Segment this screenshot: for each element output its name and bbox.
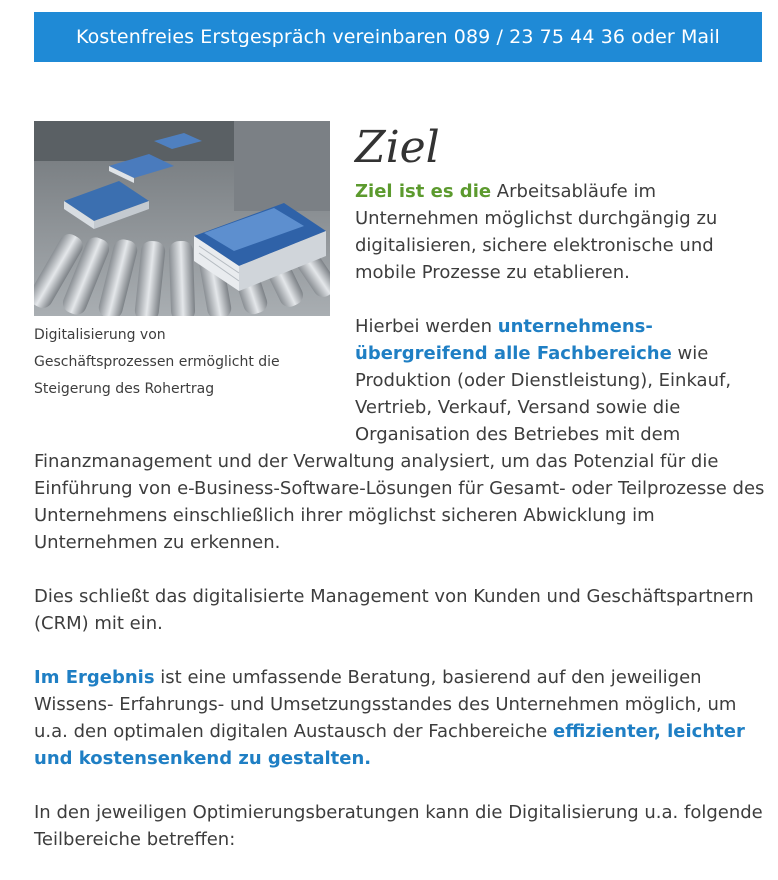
paragraph-crm: Dies schließt das digitalisierte Management von Kunden und Geschäftspartnern (CRM) mit ein. <box>34 586 754 634</box>
paragraph-areas: In den jeweiligen Optimierungsberatungen kann die Digitalisierung u.a. folgende Teilbereiche betreffen: <box>34 802 763 850</box>
article-body <box>34 178 766 880</box>
scope-highlight: unternehmens-übergreifend alle Fachbereiche <box>355 316 672 364</box>
result-highlight: effizienter, leichter und kostensenkend zu gestalten. <box>34 721 745 769</box>
contact-cta-button[interactable]: Kostenfreies Erstgespräch vereinbaren 089 / 23 75 44 36 oder Mail <box>34 12 762 62</box>
paragraph-goal: Ziel ist es die Arbeitsabläufe im Unternehmen möglichst durchgängig zu digitalisieren, sichere elektronische und mobile Prozesse zu etablieren. <box>355 181 718 283</box>
figure-spacer <box>34 178 355 424</box>
paragraph-scope: Hierbei werden unternehmens-übergreifend alle Fachbereiche wie Produktion (oder Dienstleistung), Einkauf, Vertrieb, Verkauf, Versand sowie die Organisation des Betriebes mit dem Finanzmanagement und der Verwaltung analysiert, um das Potenzial für die Einführung von e-Business-Software-Lösungen für Gesamt- oder Teilprozesse des Unternehmens einschließlich ihrer möglichst sicheren Abwicklung im Unternehmen zu erkennen. <box>34 316 765 553</box>
paragraph-result: Im Ergebnis ist eine umfassende Beratung, basierend auf den jeweiligen Wissens- Erfahrungs- und Umsetzungsstandes des Unternehmen möglich, um u.a. den optimalen digitalen Austausch der Fachbereiche effizienter, leichter und kostensenkend zu gestalten. <box>34 667 745 769</box>
goal-lead: Ziel ist es die <box>355 181 492 202</box>
section-heading: Ziel <box>355 122 440 173</box>
result-lead: Im Ergebnis <box>34 667 155 688</box>
figure-caption: Digitalisierung von Geschäftsprozessen ermöglicht die Steigerung des Rohertrag <box>34 327 280 397</box>
